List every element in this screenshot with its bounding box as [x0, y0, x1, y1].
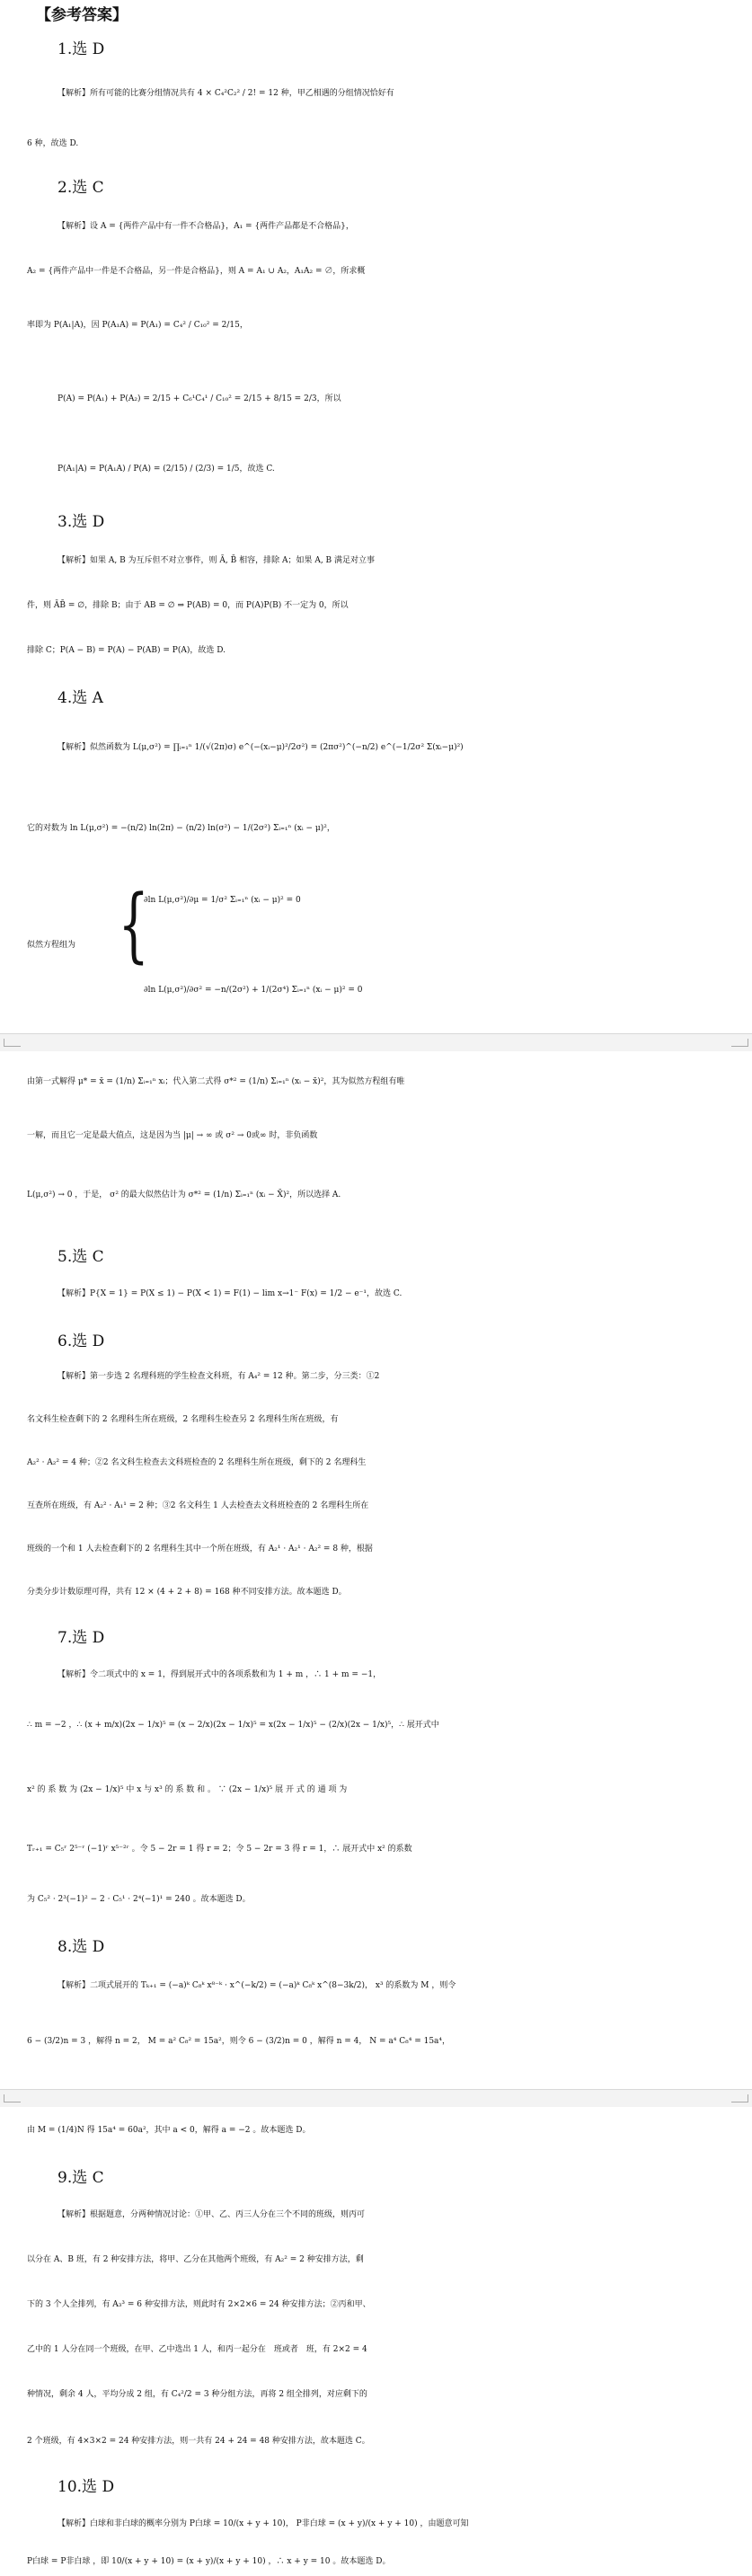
item-6-line-6: 分类分步计数原理可得，共有 12 × (4 + 2 + 8) = 168 种不同安排方法。故本题选 D。 [27, 1588, 347, 1597]
item-4-cont-line-3: L(μ,σ²) → 0 ，于是， σ² 的最大似然估计为 σ*² = (1/n) Σᵢ₌₁ⁿ (xᵢ − X̄)²，所以选择 A. [27, 1191, 341, 1199]
item-9-line-6: 2 个班级，有 4×3×2 = 24 种安排方法，则一共有 24 + 24 = 48 种安排方法，故本题选 C。 [27, 2437, 370, 2446]
item-6-line-4: 互查所在班级，有 A₂² · A₁¹ = 2 种；③2 名文科生 1 人去检查去文科班检查的 2 名理科生所在 [27, 1501, 369, 1510]
page-3 [0, 2107, 752, 2576]
item-7-line-5: 为 C₅² · 2³(−1)² − 2 · C₅¹ · 2⁴(−1)¹ = 240 。故本题选 D。 [27, 1895, 251, 1904]
item-2-line-3: 率即为 P(A₁|A)，因 P(A₁A) = P(A₁) = C₄² / C₁₀² = 2/15， [27, 321, 248, 330]
item-8-line-1: 【解析】二项式展开的 Tₖ₊₁ = (−a)ᵏ C₈ᵏ x⁸⁻ᵏ · x^(−k/2) = (−a)ᵏ C₈ᵏ x^(8−3k/2)， x³ 的系数为 M ，则令 [58, 1981, 456, 1990]
item-2-line-4: P(A) = P(A₁) + P(A₂) = 2/15 + C₆¹C₄¹ / C₁₀² = 2/15 + 8/15 = 2/3，所以 [58, 394, 341, 403]
corner-mark-icon [4, 1039, 21, 1047]
item-3-line-1: 【解析】如果 A, B 为互斥但不对立事件，则 Ā, B̄ 相容，排除 A；如果 A, B 满足对立事 [58, 556, 376, 565]
item-3-line-2: 件，则 ĀB̄ = ∅，排除 B；由于 AB = ∅ ⇒ P(AB) = 0，而 P(A)P(B) 不一定为 0，所以 [27, 601, 349, 610]
item-2-line-2: A₂ = {两件产品中一件是不合格品，另一件是合格品}，则 A = A₁ ∪ A₂，A₁A₂ = ∅，所求概 [27, 267, 366, 276]
item-9-line-3: 下的 3 个人全排列，有 A₃³ = 6 种安排方法，则此时有 2×2×6 = 24 种安排方法；②丙和甲、 [27, 2300, 371, 2309]
item-2-label: 2.选 C [58, 179, 104, 197]
item-1-line-2: 6 种，故选 D. [27, 139, 79, 148]
item-4-eq-label: 似然方程组为 [27, 941, 76, 950]
item-5-line-1: 【解析】P{X = 1} = P(X ≤ 1) − P(X < 1) = F(1) − lim x→1⁻ F(x) = 1/2 − e⁻¹，故选 C. [58, 1289, 403, 1298]
item-9-label: 9.选 C [58, 2169, 104, 2187]
item-6-line-1: 【解析】第一步选 2 名理科班的学生检查文科班，有 A₄² = 12 种。第二步，分三类：①2 [58, 1372, 380, 1381]
page-2 [0, 1051, 752, 2089]
item-4-cont-line-2: 一解，而且它一定是最大值点，这是因为当 |μ| → ∞ 或 σ² → 0或∞ 时，非负函数 [27, 1131, 318, 1140]
page-separator [0, 1033, 752, 1053]
item-7-line-4: Tᵣ₊₁ = C₅ʳ 2⁵⁻ʳ (−1)ʳ x⁵⁻²ʳ 。令 5 − 2r = 1 得 r = 2；令 5 − 2r = 3 得 r = 1，∴ 展开式中 x² 的系数 [27, 1845, 412, 1854]
corner-mark-icon [731, 2094, 748, 2102]
page-separator [0, 2089, 752, 2109]
item-8-cont-line-1: 由 M = (1/4)N 得 15a⁴ = 60a²，其中 a < 0，解得 a = −2 。故本题选 D。 [27, 2126, 311, 2135]
item-6-line-3: A₂² · A₂² = 4 种；②2 名文科生检查去文科班检查的 2 名理科生所在班级，剩下的 2 名理科生 [27, 1458, 367, 1467]
brace-icon: { [118, 878, 149, 972]
item-4-eq-2: ∂ln L(μ,σ²)/∂σ² = −n/(2σ²) + 1/(2σ⁴) Σᵢ₌₁ⁿ (xᵢ − μ)² = 0 [144, 986, 363, 995]
item-4-line-2: 它的对数为 ln L(μ,σ²) = −(n/2) ln(2π) − (n/2) ln(σ²) − 1/(2σ²) Σᵢ₌₁ⁿ (xᵢ − μ)²， [27, 824, 335, 833]
item-10-line-1: 【解析】白球和非白球的概率分别为 P白球 = 10/(x + y + 10)， P非白球 = (x + y)/(x + y + 10) ，由题意可知 [58, 2519, 469, 2528]
item-3-label: 3.选 D [58, 513, 105, 531]
item-1-label: 1.选 D [58, 40, 105, 58]
item-6-line-5: 班级的一个和 1 人去检查剩下的 2 名理科生其中一个所在班级，有 A₂¹ · A₂¹ · A₂² = 8 种，根据 [27, 1545, 373, 1554]
item-3-line-3: 排除 C；P(A − B) = P(A) − P(AB) = P(A)，故选 D. [27, 646, 226, 655]
corner-mark-icon [4, 2094, 21, 2102]
item-7-line-1: 【解析】令二项式中的 x = 1，得到展开式中的各项系数和为 1 + m ，∴ 1 + m = −1， [58, 1670, 382, 1679]
item-10-label: 10.选 D [58, 2478, 115, 2496]
item-9-line-5: 种情况，剩余 4 人，平均分成 2 组，有 C₄²/2 = 3 种分组方法，再将 2 组全排列，对应剩下的 [27, 2390, 367, 2399]
answer-header: 【参考答案】 [36, 6, 128, 24]
item-9-line-4: 乙中的 1 人分在同一个班级，在甲、乙中选出 1 人，和丙一起分在 班或者 班，有 2×2 = 4 [27, 2345, 367, 2354]
item-1-line-1: 【解析】所有可能的比赛分组情况共有 4 × C₄²C₂² / 2! = 12 种，甲乙相遇的分组情况恰好有 [58, 89, 394, 98]
item-9-line-1: 【解析】根据题意，分两种情况讨论：①甲、乙、丙三人分在三个不同的班级，则丙可 [58, 2210, 366, 2219]
item-10-line-2: P白球 = P非白球 ，即 10/(x + y + 10) = (x + y)/(x + y + 10) ，∴ x + y = 10 。故本题选 D。 [27, 2557, 391, 2566]
item-7-line-3: x² 的 系 数 为 (2x − 1/x)⁵ 中 x 与 x³ 的 系 数 和 。 ∵ (2x − 1/x)⁵ 展 开 式 的 通 项 为 [27, 1785, 348, 1794]
item-4-line-1: 【解析】似然函数为 L(μ,σ²) = ∏ᵢ₌₁ⁿ 1/(√(2π)σ) e^(−(xᵢ−μ)²/2σ²) = (2πσ²)^(−n/2) e^(−1/2σ² Σ(xᵢ−μ)²) [58, 743, 464, 752]
item-2-line-5: P(A₁|A) = P(A₁A) / P(A) = (2/15) / (2/3) = 1/5，故选 C. [58, 465, 275, 474]
item-9-line-2: 以分在 A、B 班，有 2 种安排方法，将甲、乙分在其他两个班级，有 A₂² = 2 种安排方法，剩 [27, 2255, 364, 2264]
corner-mark-icon [731, 1039, 748, 1047]
item-7-line-2: ∴ m = −2 ，∴ (x + m/x)(2x − 1/x)⁵ = (x − 2/x)(2x − 1/x)⁵ = x(2x − 1/x)⁵ − (2/x)(2x − 1/x)⁵，∴ 展开式中 [27, 1721, 439, 1730]
item-6-label: 6.选 D [58, 1332, 105, 1350]
item-6-line-2: 名文科生检查剩下的 2 名理科生所在班级，2 名理科生检查另 2 名理科生所在班级，有 [27, 1415, 339, 1424]
item-8-line-2: 6 − (3/2)n = 3 ，解得 n = 2， M = a² C₈² = 15a²，则令 6 − (3/2)n = 0 ，解得 n = 4， N = a⁴ C₈⁴ = 15a⁴， [27, 2037, 451, 2046]
item-4-eq-1: ∂ln L(μ,σ²)/∂μ = 1/σ² Σᵢ₌₁ⁿ (xᵢ − μ)² = 0 [144, 896, 301, 905]
item-5-label: 5.选 C [58, 1248, 104, 1266]
item-4-label: 4.选 A [58, 689, 103, 707]
item-8-label: 8.选 D [58, 1938, 105, 1956]
page-1 [0, 0, 752, 1033]
item-7-label: 7.选 D [58, 1629, 105, 1647]
item-4-cont-line-1: 由第一式解得 μ* = x̄ = (1/n) Σᵢ₌₁ⁿ xᵢ；代入第二式得 σ*² = (1/n) Σᵢ₌₁ⁿ (xᵢ − x̄)²，其为似然方程组有唯 [27, 1077, 405, 1086]
item-2-line-1: 【解析】设 A = {两件产品中有一件不合格品}，A₁ = {两件产品都是不合格品}， [58, 222, 354, 231]
